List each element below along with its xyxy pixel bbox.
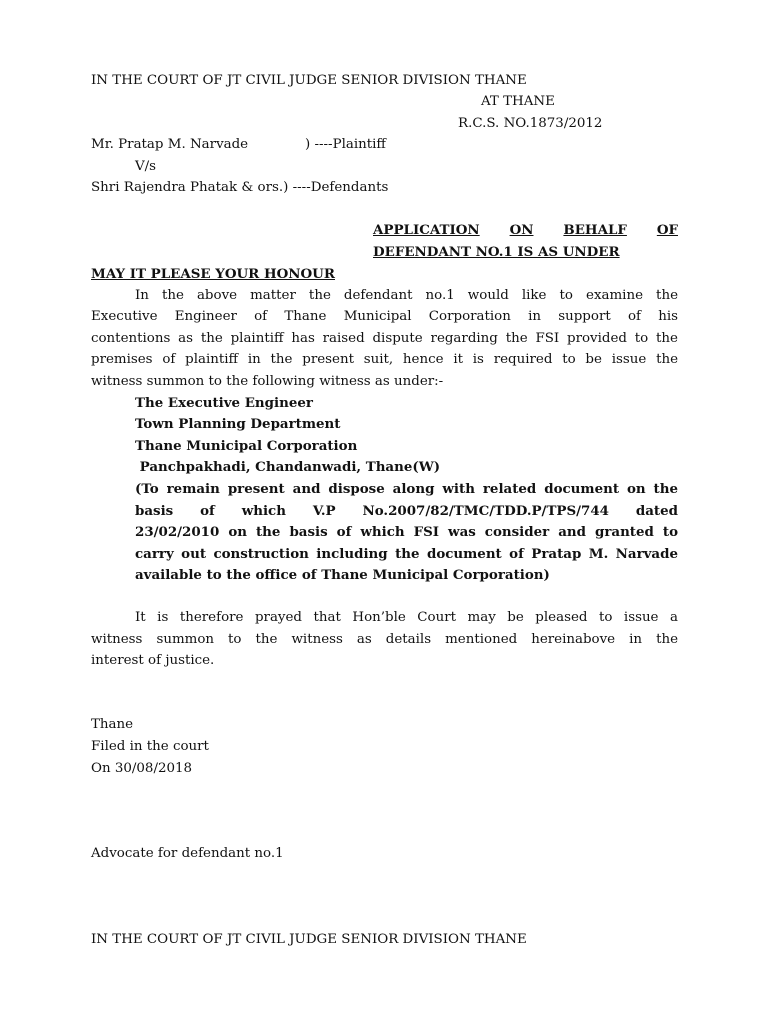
court-header: IN THE COURT OF JT CIVIL JUDGE SENIOR DIVISION THANE [91, 73, 527, 88]
witness-note-line: 23/02/2010 on the basis of which FSI was consider and granted to [135, 524, 678, 540]
advocate-signature-line: Advocate for defendant no.1 [91, 846, 284, 861]
title-word: BEHALF [563, 222, 627, 238]
salutation: MAY IT PLEASE YOUR HONOUR [91, 266, 335, 282]
title-word: ON [509, 222, 534, 238]
witness-note-line: basis of which V.P No.2007/82/TMC/TDD.P/TPS/744 dated [135, 503, 678, 519]
at-place: AT THANE [481, 94, 555, 109]
title-word: APPLICATION [373, 222, 480, 238]
paragraph1-line: In the above matter the defendant no.1 would like to examine the [135, 288, 678, 303]
paragraph2-line: interest of justice. [91, 653, 215, 668]
defendants-name: Shri Rajendra Phatak & ors.) ----Defendants [91, 180, 389, 195]
witness-address-line: Town Planning Department [135, 416, 341, 432]
paragraph1-line: witness summon to the following witness as under:- [91, 374, 444, 389]
title-word: OF [656, 222, 678, 238]
application-title-line2: DEFENDANT NO.1 IS AS UNDER [373, 244, 620, 260]
paragraph1-line: contentions as the plaintiff has raised dispute regarding the FSI provided to the [91, 331, 678, 346]
paragraph1-line: Executive Engineer of Thane Municipal Corporation in support of his [91, 309, 678, 324]
witness-note-line: available to the office of Thane Municipal Corporation) [135, 567, 550, 583]
witness-note-line: (To remain present and dispose along with related document on the [135, 481, 678, 497]
application-title-line1 [373, 222, 678, 239]
witness-note-line: carry out construction including the document of Pratap M. Narvade [135, 546, 678, 562]
witness-address-line: The Executive Engineer [135, 395, 313, 411]
witness-address-line: Thane Municipal Corporation [135, 438, 358, 454]
witness-address-line: Panchpakhadi, Chandanwadi, Thane(W) [135, 459, 441, 475]
paragraph2-line: It is therefore prayed that Hon’ble Court may be pleased to issue a [135, 610, 678, 625]
paragraph2-line: witness summon to the witness as details mentioned hereinabove in the [91, 632, 678, 647]
case-number: R.C.S. NO.1873/2012 [458, 116, 603, 131]
plaintiff-name: Mr. Pratap M. Narvade [91, 137, 249, 152]
court-header-repeat: IN THE COURT OF JT CIVIL JUDGE SENIOR DIVISION THANE [91, 932, 527, 947]
plaintiff-role: ) ----Plaintiff [305, 137, 386, 152]
filing-date: On 30/08/2018 [91, 761, 193, 776]
filing-text: Filed in the court [91, 739, 209, 754]
versus-label: V/s [135, 159, 157, 174]
paragraph1-line: premises of plaintiff in the present suit, hence it is required to be issue the [91, 352, 678, 367]
filing-place: Thane [91, 717, 134, 732]
